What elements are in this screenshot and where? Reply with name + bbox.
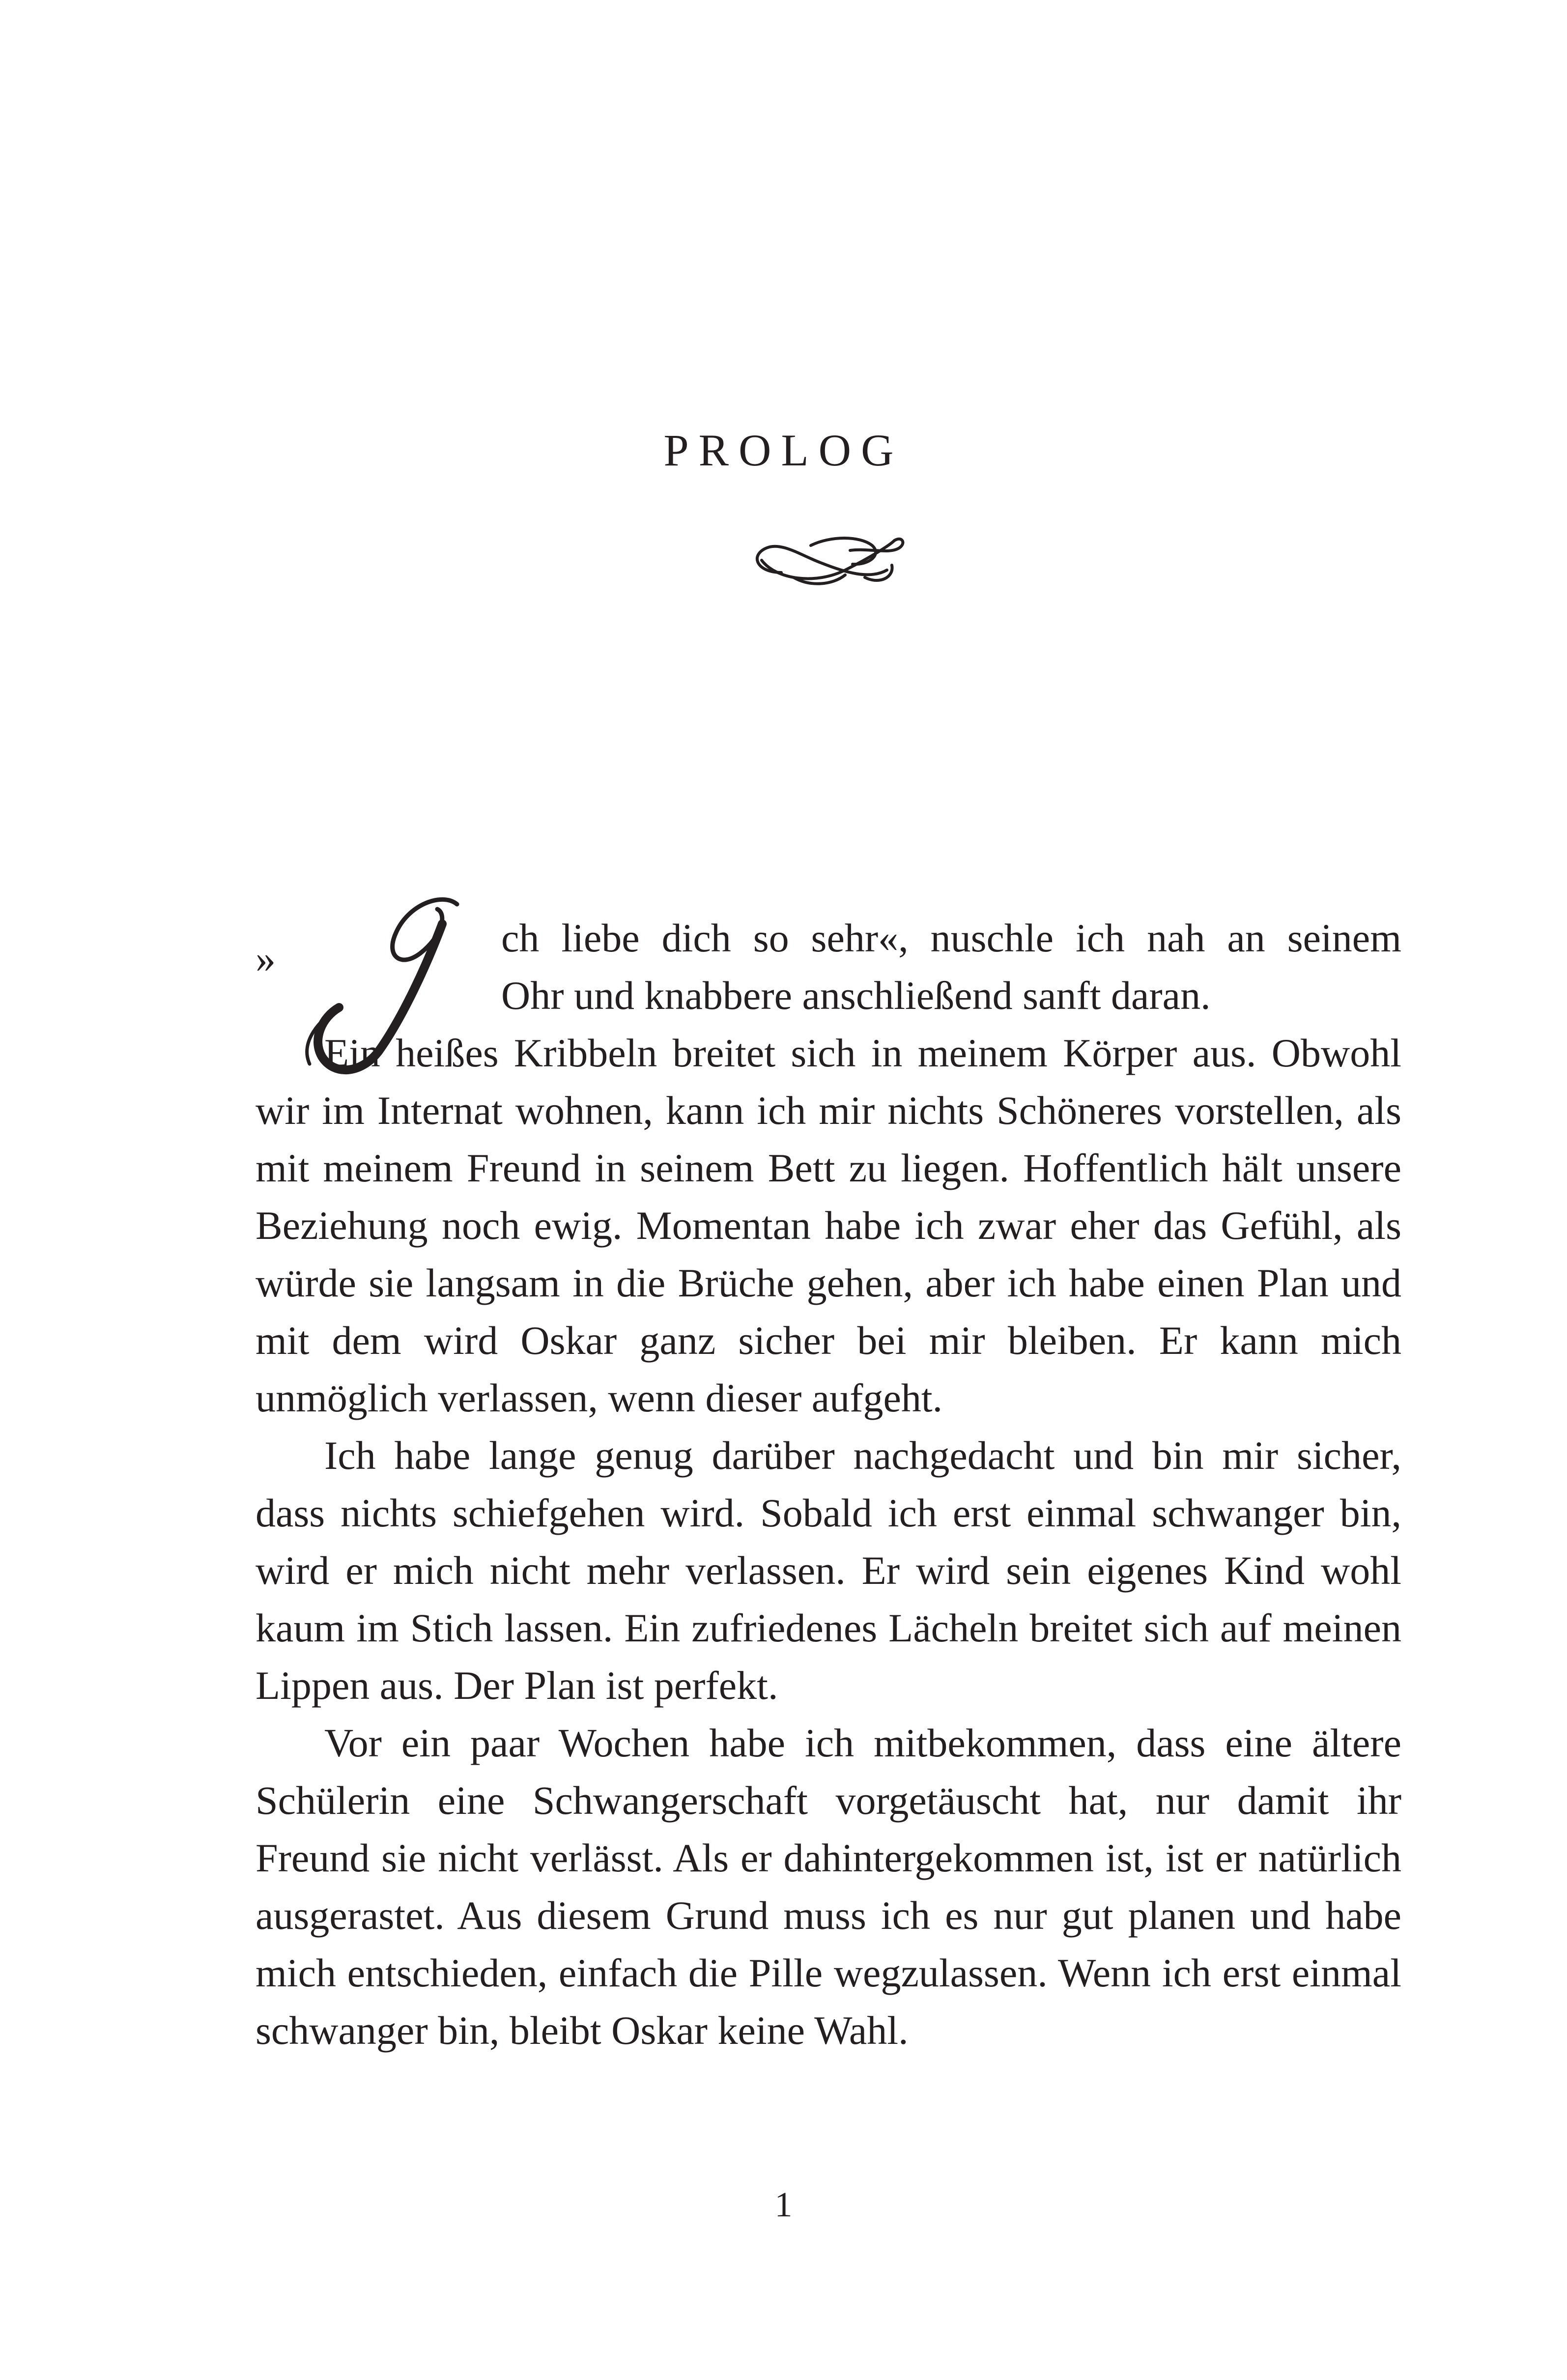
flourish-icon: [747, 526, 909, 595]
drop-cap-letter: [295, 894, 486, 1081]
paragraph: Ich habe lange genug darüber nachgedacht und bin mir sicher, dass nichts schiefgehen wird. Sobald ich erst einmal schwanger bin, wird er mich nicht mehr verlassen. Er wird sein eigenes Kind wohl kaum im Stich lassen. Ein zufriedenes Lächeln breitet sich auf meinen Lippen aus. Der Plan ist perfekt.: [256, 1433, 1401, 1708]
page-number: 1: [774, 2185, 793, 2224]
chapter-title: PROLOG: [663, 425, 904, 475]
paragraph: Ein heißes Kribbeln breitet sich in meinem Körper aus. Obwohl wir im Internat wohnen, kann ich mir nichts Schöneres vorstellen, als mit meinem Freund in seinem Bett zu liegen. Hoffentlich hält unsere Beziehung noch ewig. Momentan habe ich zwar eher das Gefühl, als würde sie langsam in die Brüche gehen, aber ich habe einen Plan und mit dem wird Oskar ganz sicher bei mir bleiben. Er kann mich unmöglich verlassen, wenn dieser aufgeht.: [256, 1031, 1401, 1420]
opening-quote-mark: »: [256, 936, 276, 981]
body-text: [256, 909, 1401, 2059]
first-line-text: ch liebe dich so sehr«, nuschle ich nah an seinem: [501, 916, 1401, 960]
second-line-text: Ohr und knabbere anschließend sanft daran.: [501, 973, 1211, 1018]
paragraph: Vor ein paar Wochen habe ich mitbekommen, dass eine ältere Schülerin eine Schwangerschaft vorgetäuscht hat, nur damit ihr Freund sie nicht verlässt. Als er dahintergekommen ist, ist er natürlich ausgerastet. Aus diesem Grund muss ich es nur gut planen und habe mich entschieden, einfach die Pille wegzulassen. Wenn ich erst einmal schwanger bin, bleibt Oskar keine Wahl.: [256, 1720, 1401, 2053]
opening-lines: [256, 909, 1401, 1024]
